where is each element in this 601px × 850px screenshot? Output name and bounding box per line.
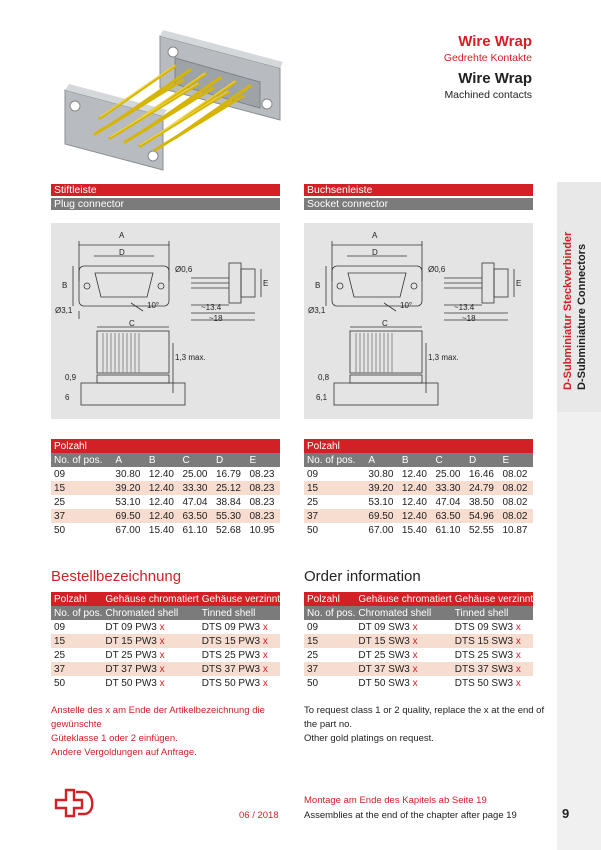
side-tab-de: D-Subminiatur Steckverbinder xyxy=(562,231,574,390)
table-row xyxy=(51,509,280,523)
cell xyxy=(355,648,451,662)
x-marker: x xyxy=(412,677,418,689)
col-head: A xyxy=(365,453,399,467)
cell xyxy=(452,662,533,676)
cell: 47.04 xyxy=(182,496,208,508)
header-de-title: Wire Wrap xyxy=(458,33,532,50)
cell: 33.30 xyxy=(432,481,466,495)
col-head: A xyxy=(112,453,146,467)
cell: 25.00 xyxy=(182,468,208,480)
table-row xyxy=(51,676,280,690)
socket-de-label: Buchsenleiste xyxy=(304,184,533,196)
cell: 10.95 xyxy=(249,524,275,536)
cell: 12.40 xyxy=(399,509,433,523)
header-de-subtitle: Gedrehte Kontakte xyxy=(443,52,532,64)
dim-0-8: 0,8 xyxy=(318,373,330,382)
cell: 12.40 xyxy=(148,468,174,480)
connector-product-image xyxy=(45,18,285,180)
col-head: No. of pos. xyxy=(51,606,102,620)
cell: 15 xyxy=(304,634,355,648)
part-number: DTS 37 PW3 xyxy=(201,663,261,675)
cell: 16.79 xyxy=(215,468,241,480)
footer-date: 06 / 2018 xyxy=(239,810,279,821)
order-en-table xyxy=(304,592,533,690)
note-line: Güteklasse 1 oder 2 einfügen. xyxy=(51,733,178,744)
part-number: DTS 15 SW3 xyxy=(454,635,514,647)
cell xyxy=(199,620,280,634)
cell xyxy=(452,676,533,690)
cell: 25 xyxy=(54,496,66,508)
cell: 09 xyxy=(307,468,319,480)
x-marker: x xyxy=(262,649,268,661)
cell: 09 xyxy=(54,468,66,480)
dim-b: B xyxy=(62,281,68,290)
cell: 10.87 xyxy=(502,524,528,536)
dim-a: A xyxy=(119,231,125,240)
dim-13-4: ~13.4 xyxy=(201,303,222,312)
part-number: DT 50 SW3 xyxy=(358,677,410,689)
dim-c: C xyxy=(382,319,388,328)
col-head: Gehäuse chromatiert xyxy=(355,592,451,606)
x-marker: x xyxy=(159,677,165,689)
part-number: DT 09 SW3 xyxy=(358,621,410,633)
table-row xyxy=(304,676,533,690)
col-head: No. of pos. xyxy=(304,453,365,467)
cell: 54.96 xyxy=(466,509,500,523)
cell: 25 xyxy=(307,496,319,508)
col-head: D xyxy=(213,453,247,467)
cell: 69.50 xyxy=(365,509,399,523)
dim-angle: 10° xyxy=(147,301,160,310)
table-row xyxy=(304,467,533,481)
cell xyxy=(355,662,451,676)
cell: 12.40 xyxy=(401,496,427,508)
cell xyxy=(355,634,451,648)
note-line: Andere Vergoldungen auf Anfrage. xyxy=(51,747,197,758)
table-row xyxy=(304,620,533,634)
col-head: E xyxy=(499,453,533,467)
dim-18: ~18 xyxy=(462,314,476,323)
cell: 08.23 xyxy=(246,481,280,495)
cell: 08.23 xyxy=(249,496,275,508)
cell: 39.20 xyxy=(112,481,146,495)
cell xyxy=(102,676,198,690)
cell xyxy=(199,676,280,690)
cell: 67.00 xyxy=(115,524,141,536)
dim-6-1: 6,1 xyxy=(316,393,328,402)
plug-table-head-de: Polzahl xyxy=(51,439,280,453)
col-head: Chromated shell xyxy=(355,606,451,620)
cell: 61.10 xyxy=(182,524,208,536)
cell: 25 xyxy=(307,649,319,661)
header-en-title: Wire Wrap xyxy=(458,70,532,87)
dim-1-3-max: 1,3 max. xyxy=(175,353,206,362)
col-head: Chromated shell xyxy=(102,606,198,620)
table-row xyxy=(51,481,280,495)
dim-d: D xyxy=(119,248,125,257)
cell xyxy=(102,620,198,634)
cell: 09 xyxy=(54,621,66,633)
part-number: DTS 25 PW3 xyxy=(201,649,261,661)
note-line: Anstelle des x am Ende der Artikelbezeichnung die gewünschte xyxy=(51,705,265,730)
x-marker: x xyxy=(159,621,165,633)
table-row xyxy=(304,495,533,509)
part-number: DTS 50 PW3 xyxy=(201,677,261,689)
cell: 63.50 xyxy=(179,509,213,523)
part-number: DTS 09 SW3 xyxy=(454,621,514,633)
part-number: DT 25 SW3 xyxy=(358,649,410,661)
col-head: Gehäuse verzinnt xyxy=(199,592,280,606)
x-marker: x xyxy=(262,635,268,647)
cell xyxy=(199,634,280,648)
table-row xyxy=(304,662,533,676)
dim-13-4: ~13.4 xyxy=(454,303,475,312)
table-row xyxy=(51,467,280,481)
part-number: DT 25 PW3 xyxy=(105,649,157,661)
x-marker: x xyxy=(262,677,268,689)
table-row xyxy=(304,634,533,648)
part-number: DT 37 PW3 xyxy=(105,663,157,675)
socket-en-label: Socket connector xyxy=(304,198,533,210)
dim-c: C xyxy=(129,319,135,328)
header-en-subtitle: Machined contacts xyxy=(444,89,532,101)
dim-dia06: Ø0,6 xyxy=(175,265,193,274)
cell: 39.20 xyxy=(365,481,399,495)
cell: 53.10 xyxy=(115,496,141,508)
cell: 63.50 xyxy=(432,509,466,523)
cell: 33.30 xyxy=(179,481,213,495)
cell: 69.50 xyxy=(112,509,146,523)
col-head: No. of pos. xyxy=(304,606,355,620)
part-number: DT 15 SW3 xyxy=(358,635,410,647)
cell: 50 xyxy=(307,677,319,689)
cell: 08.02 xyxy=(502,496,528,508)
col-head: Tinned shell xyxy=(199,606,280,620)
x-marker: x xyxy=(412,621,418,633)
note-line: To request class 1 or 2 quality, replace the x at the end of xyxy=(304,705,545,716)
cell: 38.50 xyxy=(468,496,494,508)
table-row xyxy=(51,620,280,634)
dim-dia31: Ø3,1 xyxy=(308,306,326,315)
cell: 30.80 xyxy=(115,468,141,480)
cell: 12.40 xyxy=(399,481,433,495)
cell: 61.10 xyxy=(435,524,461,536)
dim-angle: 10° xyxy=(400,301,413,310)
col-head: D xyxy=(466,453,500,467)
cell: 52.55 xyxy=(468,524,494,536)
cell xyxy=(355,676,451,690)
cell xyxy=(102,634,198,648)
dim-dia31: Ø3,1 xyxy=(55,306,73,315)
part-number: DTS 50 SW3 xyxy=(454,677,514,689)
cell: 25.00 xyxy=(435,468,461,480)
part-number: DTS 25 SW3 xyxy=(454,649,514,661)
cell: 15 xyxy=(51,634,102,648)
part-number: DTS 15 PW3 xyxy=(201,635,261,647)
cell: 16.46 xyxy=(468,468,494,480)
socket-table-head-de: Polzahl xyxy=(304,439,533,453)
dim-d: D xyxy=(372,248,378,257)
part-number: DT 50 PW3 xyxy=(105,677,157,689)
plug-drawing xyxy=(51,223,280,419)
cell: 08.02 xyxy=(499,481,533,495)
cell: 15 xyxy=(304,481,365,495)
part-number: DT 09 PW3 xyxy=(105,621,157,633)
cell: 50 xyxy=(54,677,66,689)
dim-a: A xyxy=(372,231,378,240)
table-row xyxy=(304,481,533,495)
part-number: DTS 37 SW3 xyxy=(454,663,514,675)
plug-dimension-table xyxy=(51,439,280,537)
cell: 15.40 xyxy=(401,524,427,536)
cell: 25.12 xyxy=(213,481,247,495)
cell: 08.23 xyxy=(246,509,280,523)
x-marker: x xyxy=(159,649,165,661)
note-line: Other gold platings on request. xyxy=(304,733,434,744)
page-number: 9 xyxy=(562,806,570,821)
cell xyxy=(452,634,533,648)
table-row xyxy=(51,523,280,537)
footer-de: Montage am Ende des Kapitels ab Seite 19 xyxy=(304,795,487,806)
x-marker: x xyxy=(515,677,521,689)
cell: 55.30 xyxy=(213,509,247,523)
plug-de-label: Stiftleiste xyxy=(51,184,280,196)
side-tab xyxy=(557,182,601,412)
x-marker: x xyxy=(262,621,268,633)
dim-6: 6 xyxy=(65,393,70,402)
side-tab-en: D-Subminiature Connectors xyxy=(576,243,588,390)
cell: 67.00 xyxy=(368,524,394,536)
cell: 12.40 xyxy=(146,509,180,523)
dim-e: E xyxy=(516,279,522,288)
x-marker: x xyxy=(515,621,521,633)
cell: 08.23 xyxy=(249,468,275,480)
note-line: the part no. xyxy=(304,719,353,730)
table-row xyxy=(51,662,280,676)
cell: 53.10 xyxy=(368,496,394,508)
x-marker: x xyxy=(515,663,521,675)
cell xyxy=(452,648,533,662)
cell: 24.79 xyxy=(466,481,500,495)
cell xyxy=(452,620,533,634)
dim-0-9: 0,9 xyxy=(65,373,77,382)
dim-1-3-max: 1,3 max. xyxy=(428,353,459,362)
cell: 37 xyxy=(304,662,355,676)
socket-drawing xyxy=(304,223,533,419)
x-marker: x xyxy=(159,635,165,647)
side-strip xyxy=(557,412,601,850)
dim-b: B xyxy=(315,281,321,290)
company-logo-icon xyxy=(52,786,98,820)
table-row xyxy=(304,509,533,523)
part-number: DTS 09 PW3 xyxy=(201,621,261,633)
cell: 30.80 xyxy=(368,468,394,480)
cell xyxy=(102,648,198,662)
col-head: Gehäuse verzinnt xyxy=(452,592,533,606)
order-de-title: Bestellbezeichnung xyxy=(51,568,182,585)
col-head: No. of pos. xyxy=(51,453,112,467)
plug-en-label: Plug connector xyxy=(51,198,280,210)
table-row xyxy=(304,523,533,537)
cell: 15 xyxy=(51,481,112,495)
order-de-note xyxy=(51,704,301,760)
cell: 47.04 xyxy=(435,496,461,508)
cell: 25 xyxy=(54,649,66,661)
x-marker: x xyxy=(412,635,418,647)
order-de-table xyxy=(51,592,280,690)
cell: 15.40 xyxy=(148,524,174,536)
col-head: Tinned shell xyxy=(452,606,533,620)
table-row xyxy=(51,648,280,662)
cell: 08.02 xyxy=(499,509,533,523)
part-number: DT 15 PW3 xyxy=(105,635,157,647)
col-head: B xyxy=(146,453,180,467)
table-row xyxy=(304,648,533,662)
x-marker: x xyxy=(515,635,521,647)
cell: 50 xyxy=(54,524,66,536)
cell: 50 xyxy=(307,524,319,536)
x-marker: x xyxy=(412,663,418,675)
footer-en: Assemblies at the end of the chapter after page 19 xyxy=(304,810,517,821)
x-marker: x xyxy=(262,663,268,675)
order-en-title: Order information xyxy=(304,568,421,585)
col-head: Gehäuse chromatiert xyxy=(102,592,198,606)
cell: 09 xyxy=(307,621,319,633)
x-marker: x xyxy=(412,649,418,661)
x-marker: x xyxy=(515,649,521,661)
socket-dimension-table xyxy=(304,439,533,537)
order-en-note xyxy=(304,704,554,746)
col-head: E xyxy=(246,453,280,467)
dim-18: ~18 xyxy=(209,314,223,323)
cell: 37 xyxy=(51,509,112,523)
table-row xyxy=(51,634,280,648)
col-head: Polzahl xyxy=(304,592,355,606)
cell: 08.02 xyxy=(502,468,528,480)
cell xyxy=(355,620,451,634)
cell: 37 xyxy=(51,662,102,676)
dim-dia06: Ø0,6 xyxy=(428,265,446,274)
dim-e: E xyxy=(263,279,269,288)
part-number: DT 37 SW3 xyxy=(358,663,410,675)
cell: 38.84 xyxy=(215,496,241,508)
cell: 37 xyxy=(304,509,365,523)
cell: 12.40 xyxy=(148,496,174,508)
col-head: Polzahl xyxy=(51,592,102,606)
col-head: C xyxy=(432,453,466,467)
col-head: C xyxy=(179,453,213,467)
x-marker: x xyxy=(159,663,165,675)
table-row xyxy=(51,495,280,509)
col-head: B xyxy=(399,453,433,467)
cell: 12.40 xyxy=(401,468,427,480)
cell xyxy=(199,662,280,676)
cell: 52.68 xyxy=(215,524,241,536)
cell xyxy=(102,662,198,676)
cell: 12.40 xyxy=(146,481,180,495)
cell xyxy=(199,648,280,662)
